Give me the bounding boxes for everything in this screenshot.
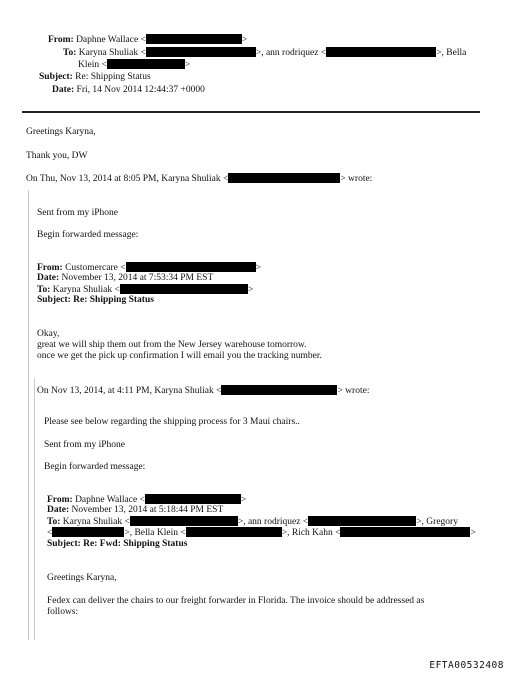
fedex-greeting: Greetings Karyna, <box>47 573 117 583</box>
sent-from-iphone-2: Sent from my iPhone <box>44 440 126 450</box>
quote-bar-level-2 <box>34 378 35 640</box>
begin-forwarded-2: Begin forwarded message: <box>44 462 146 472</box>
fwd2-subject-line <box>47 539 187 551</box>
fwd1-from-line: From: Customercare < > <box>37 263 261 273</box>
subject-text: Re: Shipping Status <box>73 295 154 305</box>
wrote-label: > wrote: <box>340 174 373 184</box>
sent-from-iphone: Sent from my iPhone <box>37 208 119 218</box>
to-cont-sep: >, Rich Kahn < <box>281 528 341 538</box>
date-label: Date: <box>52 85 75 95</box>
date-text: November 13, 2014 at 5:18:44 PM EST <box>71 505 224 515</box>
date-label: Date: <box>47 505 70 515</box>
to-cont-end: > <box>470 528 476 538</box>
header-subject-line <box>39 72 151 84</box>
redaction-block <box>126 262 256 272</box>
from-label: From: <box>37 263 63 273</box>
fwd1-subject-line <box>37 295 154 307</box>
subject-label: Subject: <box>37 295 71 305</box>
to-cont-start: < <box>47 528 53 538</box>
to-separator: >, Gregory <box>416 517 458 527</box>
greeting: Greetings Karyna, <box>26 127 96 137</box>
to-name: Karyna Shuliak < <box>78 48 146 58</box>
redaction-block <box>221 385 337 395</box>
date-text: Fri, 14 Nov 2014 12:44:37 +0000 <box>76 85 205 95</box>
redaction-block <box>308 516 416 526</box>
quote-intro: On Thu, Nov 13, 2014 at 8:05 PM, Karyna Shuliak < <box>26 174 229 184</box>
to-label: To: <box>37 285 51 295</box>
from-label: From: <box>47 495 73 505</box>
okay-line-3: once we get the pick up confirmation I will email you the tracking number. <box>37 351 322 361</box>
fedex-line-2: follows: <box>47 607 79 617</box>
fwd2-to-continuation <box>47 527 476 540</box>
redaction-block <box>107 59 185 69</box>
quote2-intro-line <box>37 385 369 398</box>
quote-intro-line <box>26 173 372 186</box>
to-label: To: <box>47 517 61 527</box>
redaction-block <box>340 527 470 537</box>
thanks-line: Thank you, DW <box>26 151 88 161</box>
quote2-intro: On Nov 13, 2014, at 4:11 PM, Karyna Shuliak < <box>37 386 222 396</box>
from-name: Daphne Wallace < <box>75 495 145 505</box>
wrote-label: > wrote: <box>337 386 370 396</box>
redaction-block <box>186 527 282 537</box>
to-cont-sep: >, Bella Klein < <box>124 528 186 538</box>
date-label: Date: <box>37 273 60 283</box>
redaction-block <box>146 34 242 44</box>
header-to-continuation: Klein < > <box>78 60 191 70</box>
to-label: To: <box>63 48 77 58</box>
subject-text: Re: Shipping Status <box>75 72 151 82</box>
header-divider <box>22 111 480 113</box>
redaction-block <box>145 494 241 504</box>
redaction-block <box>130 516 238 526</box>
to-separator: >, Bella <box>436 48 467 58</box>
header-from-line: From: Daphne Wallace < > <box>48 35 248 45</box>
redaction-block <box>52 527 124 537</box>
begin-forwarded: Begin forwarded message: <box>37 230 139 240</box>
header-date-line <box>52 85 205 97</box>
fedex-line-1: Fedex can deliver the chairs to our freight forwarder in Florida. The invoice should be addressed as <box>47 596 425 606</box>
fwd2-from-line: From: Daphne Wallace < > <box>47 495 247 505</box>
header-to-line <box>63 47 466 60</box>
redaction-block <box>228 173 340 183</box>
to-separator: >, ann rodriquez < <box>255 48 327 58</box>
date-text: November 13, 2014 at 7:53:34 PM EST <box>61 273 214 283</box>
quote-bar-level-1 <box>28 190 29 640</box>
to-cont-name: Klein < <box>78 60 107 70</box>
okay-line-2: great we will ship them out from the New Jersey warehouse tomorrow. <box>37 340 307 350</box>
to-separator: >, ann rodriquez < <box>237 517 309 527</box>
document-id: EFTA00532408 <box>429 660 504 671</box>
subject-label: Subject: <box>47 539 81 549</box>
subject-text: Re: Fwd: Shipping Status <box>83 539 188 549</box>
from-label: From: <box>48 35 74 45</box>
from-name: Customercare < <box>65 263 126 273</box>
to-name: Karyna Shuliak < <box>62 517 130 527</box>
redaction-block <box>120 284 248 294</box>
redaction-block <box>146 47 256 57</box>
from-name: Daphne Wallace < <box>76 35 146 45</box>
to-name: Karyna Shuliak < <box>52 285 120 295</box>
subject-label: Subject: <box>39 72 73 82</box>
see-below-line: Please see below regarding the shipping process for 3 Maui chairs.. <box>44 417 300 427</box>
redaction-block <box>326 47 436 57</box>
fwd1-to-line: To: Karyna Shuliak < > <box>37 285 254 295</box>
okay-line-1: Okay, <box>37 329 60 339</box>
